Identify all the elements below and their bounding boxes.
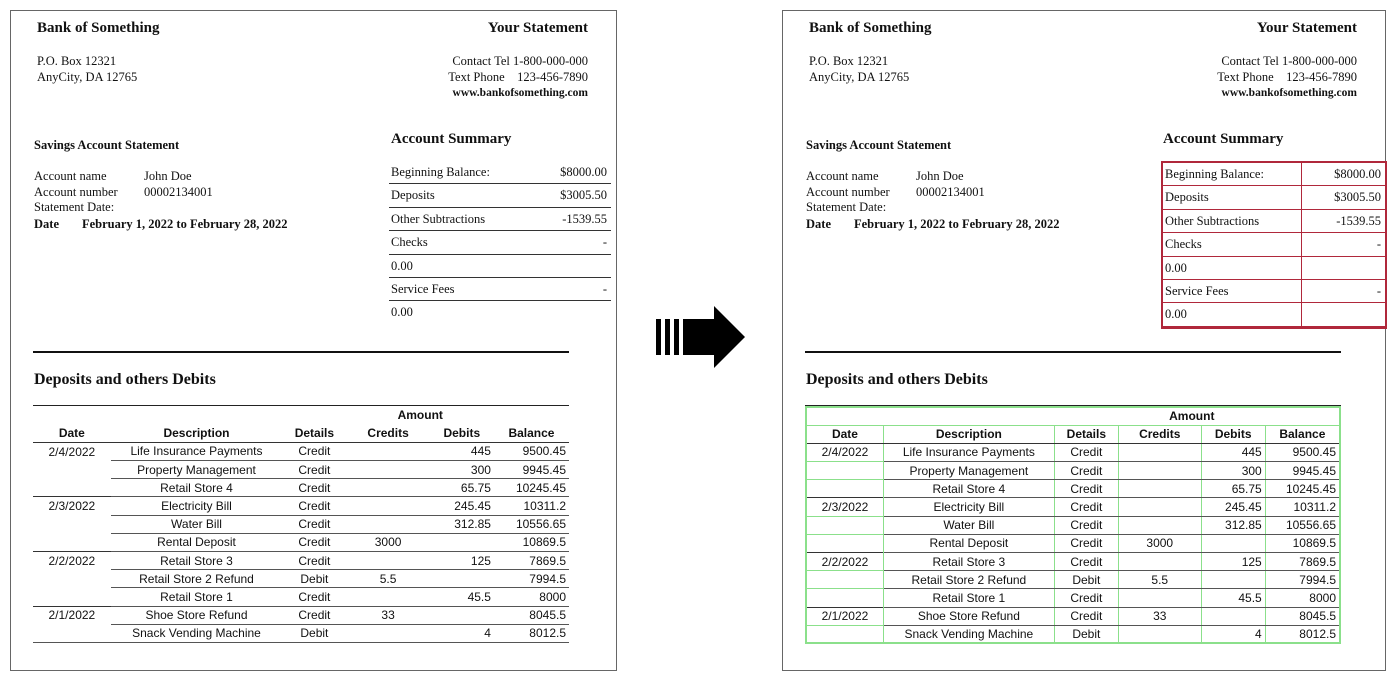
table-cell [347, 624, 430, 642]
summary-label: Other Subtractions [1165, 213, 1260, 228]
table-cell: Property Management [883, 462, 1054, 480]
bank-contact [448, 53, 588, 101]
table-cell: Water Bill [883, 516, 1054, 534]
summary-row [389, 278, 611, 301]
table-cell [347, 552, 430, 570]
summary-row [389, 231, 611, 254]
summary-value: $8000.00 [560, 165, 607, 179]
table-cell [806, 589, 883, 607]
table-cell: Debit [282, 570, 346, 588]
table-cell: Credit [282, 515, 346, 533]
transactions-table-wrap [805, 405, 1341, 644]
account-number-label: Account number [34, 184, 118, 199]
table-cell: Credit [1054, 462, 1118, 480]
table-row [806, 498, 1340, 516]
table-cell: Life Insurance Payments [111, 442, 283, 460]
transactions-table [33, 406, 569, 643]
summary-label: 0.00 [1165, 307, 1187, 322]
summary-row [1163, 210, 1385, 233]
table-row [806, 625, 1340, 643]
table-cell [1118, 480, 1201, 498]
summary-label: 0.00 [391, 305, 413, 320]
summary-label: Deposits [1165, 190, 1209, 205]
table-cell [33, 570, 111, 588]
table-cell: Retail Store 2 Refund [111, 570, 283, 588]
summary-row [389, 184, 611, 207]
amount-header: Amount [1169, 409, 1215, 424]
table-cell [1118, 625, 1201, 643]
table-cell: Credit [282, 588, 346, 606]
table-cell: 7994.5 [494, 570, 569, 588]
table-cell [1201, 534, 1265, 552]
date-range: February 1, 2022 to February 28, 2022 [854, 216, 1060, 231]
table-cell [347, 461, 430, 479]
header-spacer [111, 406, 283, 424]
table-row [33, 533, 569, 551]
savings-title: Savings Account Statement [806, 138, 952, 152]
section-title: Deposits and others Debits [34, 371, 216, 388]
section-title: Deposits and others Debits [806, 371, 988, 388]
summary-label: Beginning Balance: [391, 165, 490, 179]
column-header: Balance [1265, 425, 1340, 443]
table-cell: 2/4/2022 [33, 442, 111, 460]
table-cell: Credit [1054, 443, 1118, 461]
table-cell [1118, 553, 1201, 571]
table-cell: Shoe Store Refund [111, 606, 283, 624]
date-label: Date [34, 216, 59, 231]
savings-title: Savings Account Statement [34, 138, 180, 152]
header-spacer [33, 406, 111, 424]
summary-label: 0.00 [1165, 260, 1187, 275]
summary-row [389, 255, 611, 278]
address-line-2: AnyCity, DA 12765 [809, 70, 910, 84]
column-header: Description [883, 425, 1054, 443]
table-row [806, 607, 1340, 625]
table-cell [806, 462, 883, 480]
statement-date-label: Statement Date: [806, 200, 887, 214]
table-cell: 10311.2 [494, 497, 569, 515]
header-spacer [806, 407, 883, 425]
table-cell [1118, 498, 1201, 516]
table-cell: Credit [1054, 498, 1118, 516]
table-row [806, 589, 1340, 607]
table-cell: Snack Vending Machine [883, 625, 1054, 643]
table-cell: 445 [1201, 443, 1265, 461]
table-cell [430, 570, 494, 588]
table-cell: Debit [1054, 625, 1118, 643]
summary-label: 0.00 [391, 258, 413, 273]
statement-title: Your Statement [1256, 20, 1357, 36]
table-row [806, 553, 1340, 571]
table-cell [33, 533, 111, 551]
table-cell: 8045.5 [494, 606, 569, 624]
table-cell [33, 624, 111, 642]
statement-date-label: Statement Date: [34, 200, 115, 214]
section-divider [805, 351, 1341, 353]
account-summary [389, 161, 611, 325]
table-cell: 7994.5 [1265, 571, 1340, 589]
date-range: February 1, 2022 to February 28, 2022 [82, 216, 288, 231]
summary-row [389, 208, 611, 231]
summary-row [1163, 280, 1385, 303]
summary-row [1163, 186, 1385, 209]
table-cell: Credit [282, 497, 346, 515]
table-cell [806, 534, 883, 552]
table-cell: 245.45 [1201, 498, 1265, 516]
account-name-label: Account name [34, 169, 107, 183]
table-row [33, 570, 569, 588]
table-cell: 33 [347, 606, 430, 624]
column-header: Date [806, 425, 883, 443]
table-row [33, 515, 569, 533]
table-cell: 10245.45 [494, 479, 569, 497]
table-cell: 3000 [347, 533, 430, 551]
table-cell: 33 [1118, 607, 1201, 625]
table-cell: Credit [282, 606, 346, 624]
table-row [33, 588, 569, 606]
account-info [34, 169, 288, 232]
table-row [33, 624, 569, 642]
table-cell: 8012.5 [494, 624, 569, 642]
table-cell: 125 [430, 552, 494, 570]
date-label: Date [806, 216, 831, 231]
website: www.bankofsomething.com [452, 87, 588, 99]
table-cell [347, 442, 430, 460]
table-cell: Credit [282, 552, 346, 570]
column-header: Balance [494, 424, 569, 442]
summary-value: -1539.55 [562, 211, 607, 226]
table-cell: 10869.5 [494, 533, 569, 551]
summary-row [389, 301, 611, 324]
contact-tel: Contact Tel 1-800-000-000 [452, 54, 588, 68]
table-cell: 445 [430, 442, 494, 460]
table-cell: 2/3/2022 [33, 497, 111, 515]
account-info [806, 169, 1060, 232]
table-cell [1118, 443, 1201, 461]
table-cell: Credit [1054, 516, 1118, 534]
table-cell: 2/2/2022 [806, 553, 883, 571]
table-cell [806, 516, 883, 534]
table-cell: Retail Store 2 Refund [883, 571, 1054, 589]
table-cell: 10311.2 [1265, 498, 1340, 516]
account-name: John Doe [916, 169, 964, 183]
summary-value: - [1376, 283, 1381, 298]
table-cell: Credit [1054, 480, 1118, 498]
table-cell: 245.45 [430, 497, 494, 515]
account-summary-annotated [1161, 161, 1387, 329]
table-cell [33, 588, 111, 606]
summary-label: Other Subtractions [391, 211, 486, 226]
section-divider [33, 351, 569, 353]
table-cell: 125 [1201, 553, 1265, 571]
table-cell: 45.5 [430, 588, 494, 606]
table-cell [33, 461, 111, 479]
account-name: John Doe [144, 169, 192, 183]
table-cell: Retail Store 4 [883, 480, 1054, 498]
column-header: Details [282, 424, 346, 442]
table-cell: 7869.5 [494, 552, 569, 570]
table-cell: 300 [430, 461, 494, 479]
table-cell: Retail Store 4 [111, 479, 283, 497]
table-cell [347, 588, 430, 606]
table-cell: Rental Deposit [883, 534, 1054, 552]
table-cell: 2/4/2022 [806, 443, 883, 461]
table-cell: 8000 [1265, 589, 1340, 607]
summary-label: Beginning Balance: [1165, 167, 1264, 181]
summary-row [389, 161, 611, 184]
summary-row [1163, 163, 1385, 186]
table-row [33, 497, 569, 515]
table-cell [347, 479, 430, 497]
statement-title: Your Statement [487, 20, 588, 36]
column-header: Credits [347, 424, 430, 442]
text-phone: Text Phone 123-456-7890 [448, 70, 588, 84]
table-row [806, 516, 1340, 534]
column-header: Description [111, 424, 283, 442]
table-cell: 312.85 [1201, 516, 1265, 534]
summary-value: - [602, 235, 607, 250]
table-cell [33, 479, 111, 497]
table-cell: Snack Vending Machine [111, 624, 283, 642]
header-spacer [494, 406, 569, 424]
table-cell: Credit [1054, 553, 1118, 571]
bank-contact [1217, 53, 1357, 101]
amount-header: Amount [397, 408, 443, 423]
summary-label: Service Fees [391, 281, 455, 296]
table-cell: Retail Store 1 [111, 588, 283, 606]
column-header: Details [1054, 425, 1118, 443]
table-row [806, 571, 1340, 589]
table-cell [1118, 589, 1201, 607]
contact-tel: Contact Tel 1-800-000-000 [1221, 54, 1357, 68]
original-statement [10, 10, 617, 671]
summary-title: Account Summary [391, 131, 512, 147]
summary-value: -1539.55 [1336, 213, 1381, 228]
table-cell: Retail Store 3 [111, 552, 283, 570]
table-cell: 4 [430, 624, 494, 642]
summary-label: Checks [391, 235, 428, 250]
table-cell: 2/2/2022 [33, 552, 111, 570]
column-header: Date [33, 424, 111, 442]
table-cell: Credit [1054, 607, 1118, 625]
table-cell: Electricity Bill [111, 497, 283, 515]
table-cell: Shoe Store Refund [883, 607, 1054, 625]
table-cell: 10869.5 [1265, 534, 1340, 552]
address-line-1: P.O. Box 12321 [809, 54, 889, 68]
table-cell: 9500.45 [494, 442, 569, 460]
table-cell: 8012.5 [1265, 625, 1340, 643]
address-line-1: P.O. Box 12321 [37, 54, 117, 68]
table-cell: Retail Store 3 [883, 553, 1054, 571]
header-spacer [1265, 407, 1340, 425]
text-phone: Text Phone 123-456-7890 [1217, 70, 1357, 84]
table-cell: 7869.5 [1265, 553, 1340, 571]
table-cell: 2/1/2022 [33, 606, 111, 624]
table-cell [430, 533, 494, 551]
column-header: Debits [430, 424, 494, 442]
table-row [33, 461, 569, 479]
table-row [33, 552, 569, 570]
table-cell [1201, 607, 1265, 625]
table-cell: 10556.65 [1265, 516, 1340, 534]
table-cell: Property Management [111, 461, 283, 479]
table-row [806, 462, 1340, 480]
table-cell: 8045.5 [1265, 607, 1340, 625]
transactions-table-wrap [33, 405, 569, 643]
table-row [806, 480, 1340, 498]
summary-row [1163, 257, 1385, 280]
table-cell: Credit [1054, 589, 1118, 607]
account-name-label: Account name [806, 169, 879, 183]
table-cell: 9500.45 [1265, 443, 1340, 461]
table-row [33, 479, 569, 497]
table-cell: 2/1/2022 [806, 607, 883, 625]
table-cell: Retail Store 1 [883, 589, 1054, 607]
account-number: 00002134001 [144, 184, 213, 199]
table-cell: Life Insurance Payments [883, 443, 1054, 461]
table-cell: 312.85 [430, 515, 494, 533]
table-cell [806, 480, 883, 498]
table-cell [1201, 571, 1265, 589]
account-number-label: Account number [806, 184, 890, 199]
table-cell: 45.5 [1201, 589, 1265, 607]
table-cell: 9945.45 [1265, 462, 1340, 480]
summary-title: Account Summary [1163, 131, 1284, 147]
summary-value: $3005.50 [560, 188, 607, 203]
table-cell: Credit [1054, 534, 1118, 552]
table-cell: 4 [1201, 625, 1265, 643]
table-row [33, 442, 569, 460]
summary-value: - [1376, 237, 1381, 252]
table-cell: 5.5 [1118, 571, 1201, 589]
summary-row [1163, 233, 1385, 256]
table-cell: 65.75 [430, 479, 494, 497]
summary-row [1163, 303, 1385, 326]
double-arrow-right-icon [654, 306, 746, 368]
table-cell: 2/3/2022 [806, 498, 883, 516]
transactions-table-annotated [805, 406, 1341, 644]
bank-address [809, 53, 909, 85]
table-cell [1118, 516, 1201, 534]
website: www.bankofsomething.com [1221, 87, 1357, 99]
table-cell: 10556.65 [494, 515, 569, 533]
table-row [806, 534, 1340, 552]
header-spacer [282, 406, 346, 424]
table-cell: Water Bill [111, 515, 283, 533]
bank-address [37, 53, 137, 85]
table-row [33, 606, 569, 624]
address-line-2: AnyCity, DA 12765 [37, 70, 138, 84]
table-cell [347, 497, 430, 515]
table-row [806, 443, 1340, 461]
table-cell [806, 625, 883, 643]
table-cell: 5.5 [347, 570, 430, 588]
table-cell: 9945.45 [494, 461, 569, 479]
table-cell: 3000 [1118, 534, 1201, 552]
table-cell: Rental Deposit [111, 533, 283, 551]
summary-value: $8000.00 [1334, 167, 1381, 181]
table-cell [806, 571, 883, 589]
table-cell: Electricity Bill [883, 498, 1054, 516]
table-cell: Credit [282, 442, 346, 460]
bank-name: Bank of Something [809, 20, 932, 36]
account-number: 00002134001 [916, 184, 985, 199]
table-cell: 8000 [494, 588, 569, 606]
column-header: Debits [1201, 425, 1265, 443]
table-cell: Credit [282, 533, 346, 551]
table-cell: 300 [1201, 462, 1265, 480]
table-cell [430, 606, 494, 624]
table-cell: Credit [282, 461, 346, 479]
table-cell [1118, 462, 1201, 480]
table-cell: Credit [282, 479, 346, 497]
table-cell [33, 515, 111, 533]
summary-label: Deposits [391, 188, 435, 203]
header-spacer [1054, 407, 1118, 425]
table-cell: Debit [1054, 571, 1118, 589]
summary-value: - [602, 281, 607, 296]
table-cell [347, 515, 430, 533]
table-cell: 65.75 [1201, 480, 1265, 498]
summary-label: Checks [1165, 237, 1202, 252]
table-cell: Debit [282, 624, 346, 642]
summary-value: $3005.50 [1334, 190, 1381, 205]
annotated-statement [782, 10, 1386, 671]
table-cell: 10245.45 [1265, 480, 1340, 498]
column-header: Credits [1118, 425, 1201, 443]
summary-label: Service Fees [1165, 283, 1229, 298]
bank-name: Bank of Something [37, 20, 160, 36]
header-spacer [883, 407, 1054, 425]
